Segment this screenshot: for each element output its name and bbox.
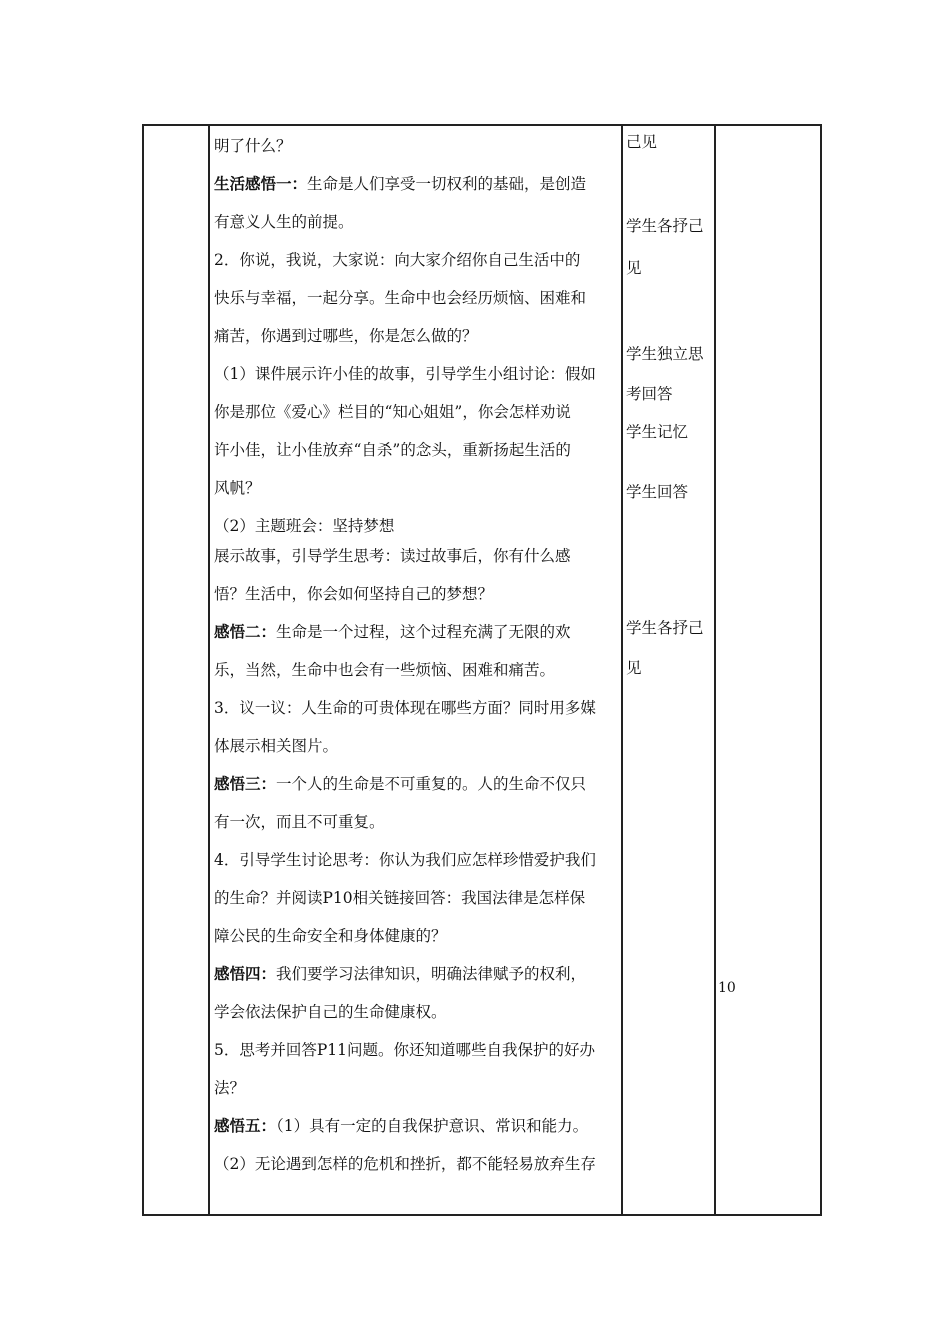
text-line: 悟？生活中，你会如何坚持自己的梦想？ <box>214 585 494 603</box>
student-activity-text: 学生回答 <box>626 483 689 501</box>
student-activity-text: 见 <box>626 659 642 677</box>
text-line: 快乐与幸福，一起分享。生命中也会经历烦恼、困难和 <box>214 289 587 307</box>
table-row <box>143 125 821 1215</box>
text-line: （1）课件展示许小佳的故事，引导学生小组讨论：假如 <box>214 365 596 383</box>
text-line: 乐，当然，生命中也会有一些烦恼、困难和痛苦。 <box>214 661 556 679</box>
text-line: 有意义人生的前提。 <box>214 213 354 231</box>
insight-label: 生活感悟一： <box>214 175 308 193</box>
student-activity-cell <box>622 125 715 1215</box>
text-line: 你是那位《爱心》栏目的“知心姐姐”，你会怎样劝说 <box>214 403 571 421</box>
text-line: 4．引导学生讨论思考：你认为我们应怎样珍惜爱护我们 <box>214 851 596 869</box>
text-line: 的生命？并阅读P10相关链接回答：我国法律是怎样保 <box>214 889 586 907</box>
text-line: 感悟三：一个人的生命是不可重复的。人的生命不仅只 <box>214 775 587 793</box>
student-activity-text: 考回答 <box>626 385 673 403</box>
text-line: （2）主题班会：坚持梦想 <box>214 517 395 535</box>
text-line: 2．你说，我说，大家说：向大家介绍你自己生活中的 <box>214 251 581 269</box>
text-line: 感悟二：生命是一个过程，这个过程充满了无限的欢 <box>214 623 571 641</box>
text-line: 3．议一议：人生命的可贵体现在哪些方面？同时用多媒 <box>214 699 596 717</box>
text-line: 体展示相关图片。 <box>214 737 339 755</box>
student-activity-text: 学生记忆 <box>626 423 689 441</box>
student-activity-text: 学生各抒己 <box>626 619 704 637</box>
student-activity-text: 学生各抒己 <box>626 217 704 235</box>
text-line: 5．思考并回答P11问题。你还知道哪些自我保护的好办 <box>214 1041 596 1059</box>
student-activity-text: 学生独立思 <box>626 345 704 363</box>
text-line: 风帆？ <box>214 479 261 497</box>
student-activity-text: 见 <box>626 259 642 277</box>
lesson-table <box>142 124 822 1216</box>
text-line: （2）无论遇到怎样的危机和挫折，都不能轻易放弃生存 <box>214 1155 596 1173</box>
insight-label: 感悟五： <box>214 1117 277 1135</box>
text-line: 明了什么？ <box>214 137 292 155</box>
text-line: 感悟五：（1）具有一定的自我保护意识、常识和能力。 <box>214 1117 589 1135</box>
teaching-activity-cell <box>209 125 622 1215</box>
text-line: 障公民的生命安全和身体健康的？ <box>214 927 447 945</box>
text-line: 展示故事，引导学生思考：读过故事后，你有什么感 <box>214 547 571 565</box>
time-cell <box>715 125 821 1215</box>
text-line: 学会依法保护自己的生命健康权。 <box>214 1003 447 1021</box>
text-line: 有一次，而且不可重复。 <box>214 813 385 831</box>
text-line: 感悟四：我们要学习法律知识，明确法律赋予的权利， <box>214 965 587 983</box>
blank-column-cell <box>143 125 209 1215</box>
student-activity-text: 己见 <box>626 133 658 151</box>
text-line: 许小佳，让小佳放弃“自杀”的念头，重新扬起生活的 <box>214 441 571 459</box>
insight-label: 感悟二： <box>214 623 277 641</box>
text-line: 法？ <box>214 1079 246 1097</box>
insight-label: 感悟三： <box>214 775 277 793</box>
text-line: 生活感悟一：生命是人们享受一切权利的基础，是创造 <box>214 175 587 193</box>
time-value: 10 <box>718 980 736 996</box>
text-line: 痛苦，你遇到过哪些，你是怎么做的？ <box>214 327 478 345</box>
insight-label: 感悟四： <box>214 965 277 983</box>
